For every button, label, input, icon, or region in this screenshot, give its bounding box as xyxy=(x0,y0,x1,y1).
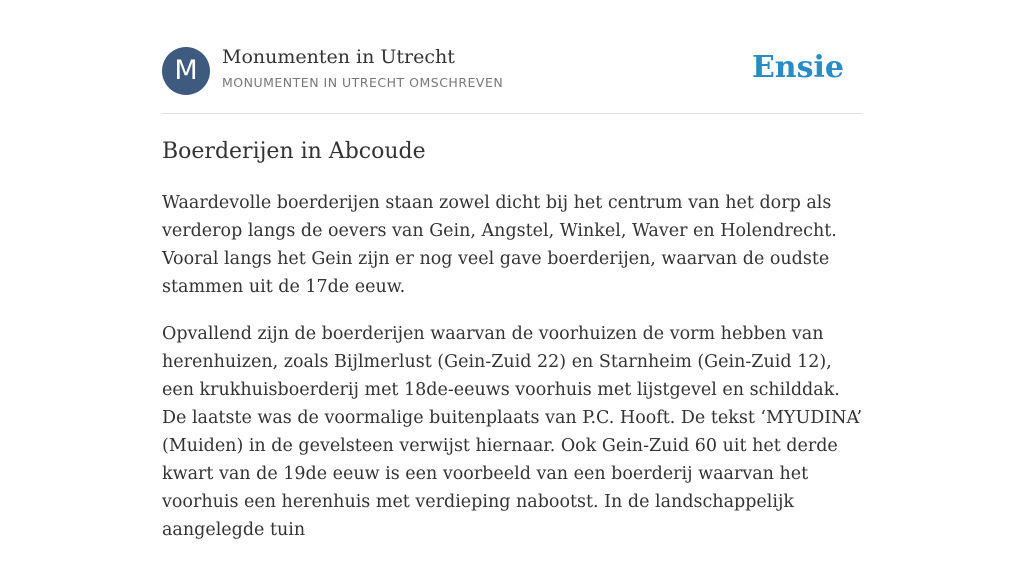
brand-logo[interactable]: Ensie xyxy=(751,50,844,85)
article xyxy=(162,136,867,563)
article-title: Boerderijen in Abcoude xyxy=(162,139,426,164)
article-paragraph: Waardevolle boerderijen staan zowel dicht bij het centrum van het dorp als verderop langs de oevers van Gein, Angstel, Winkel, Waver en Holendrecht. Vooral langs het Gein zijn er nog veel gave boerderijen, waarvan de oudste stammen uit de 17de eeuw. xyxy=(162,193,837,297)
site-header xyxy=(162,46,862,96)
site-title[interactable]: Monumenten in Utrecht xyxy=(222,46,455,68)
header-divider xyxy=(162,113,862,114)
avatar[interactable]: M xyxy=(162,47,210,95)
site-subtitle: MONUMENTEN IN UTRECHT OMSCHREVEN xyxy=(222,75,504,90)
article-paragraph: Opvallend zijn de boerderijen waarvan de voorhuizen de vorm hebben van herenhuizen, zoals Bijlmerlust (Gein-Zuid 22) en Starnheim (Gein-Zuid 12), een krukhuisboerderij met 18de-eeuws voorhuis met lijstgevel en schilddak. De laatste was de voormalige buitenplaats van P.C. Hooft. De tekst ‘MYUDINA’ (Muiden) in de gevelsteen verwijst hiernaar. Ook Gein-Zuid 60 uit het derde kwart van de 19de eeuw is een voorbeeld van een boerderij waarvan het voorhuis een herenhuis met verdieping nabootst. In de landschappelijk aangelegde tuin xyxy=(162,324,863,540)
